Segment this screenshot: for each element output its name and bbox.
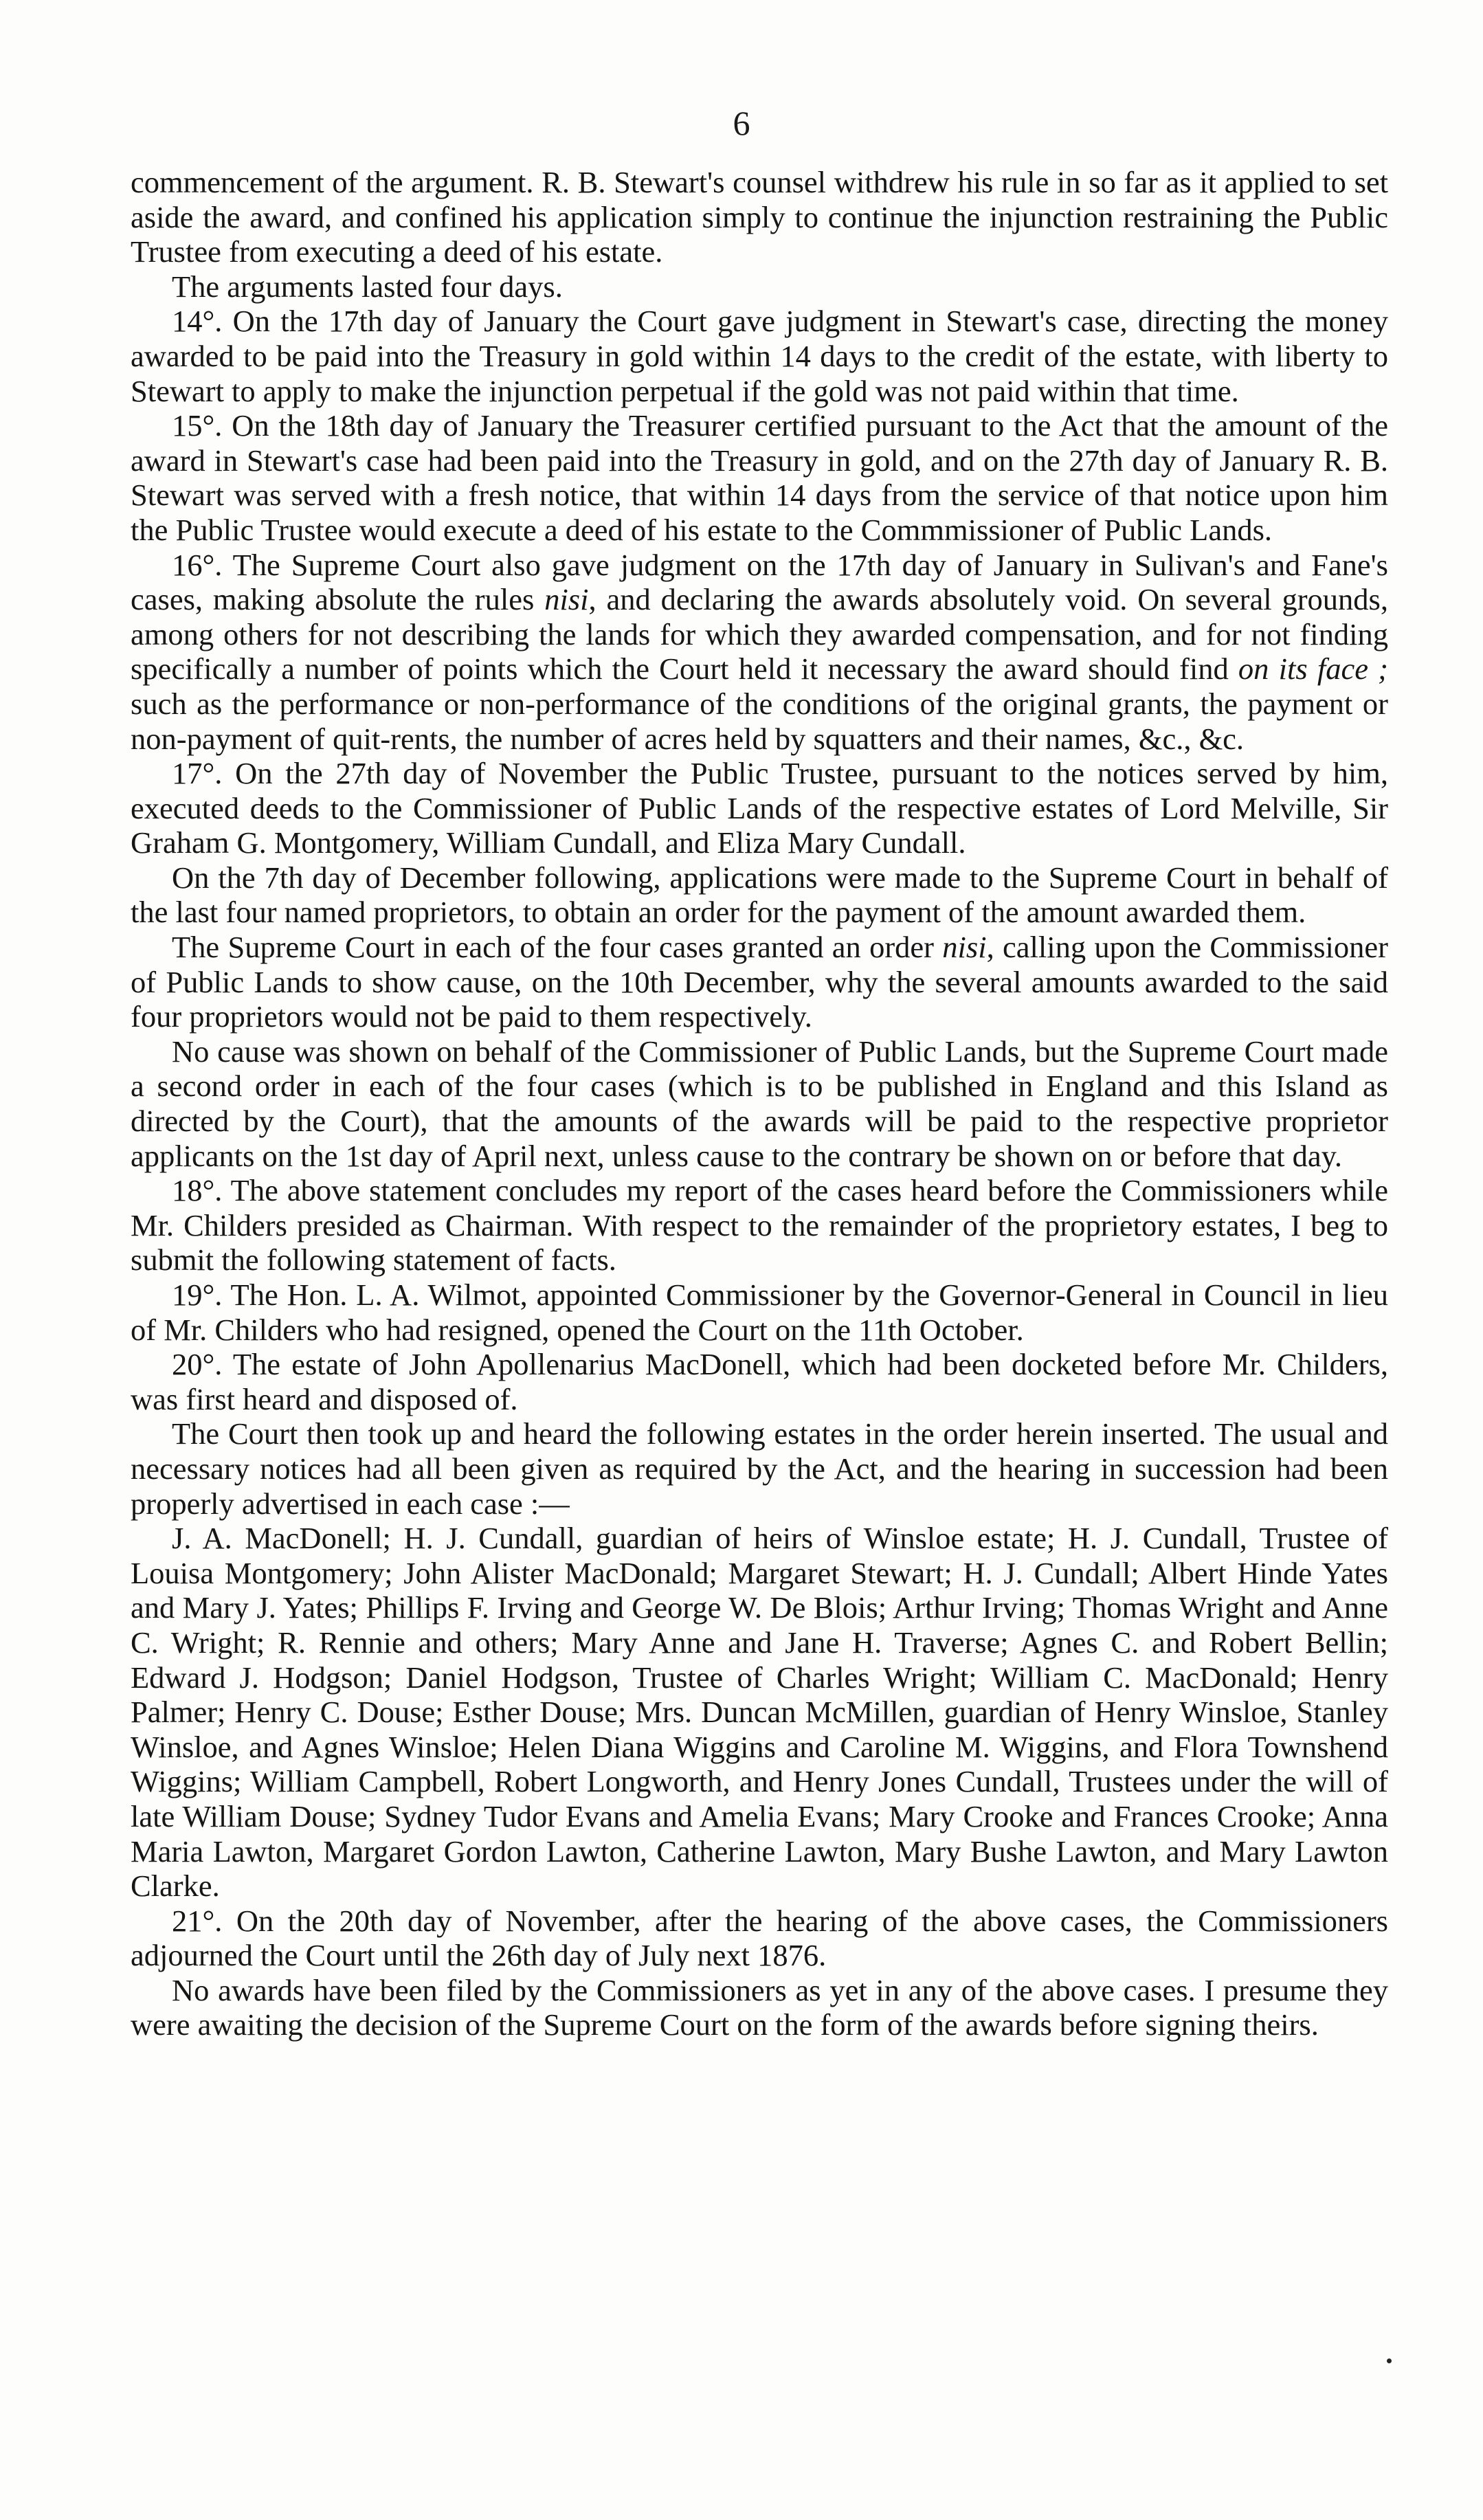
report-body [131,165,1388,2042]
paragraph-supreme-court [131,930,1388,1034]
ink-mark [1387,2359,1392,2363]
paragraph-17 [131,756,1388,860]
paragraph-18 [131,1173,1388,1278]
paragraph-continuation [131,165,1388,269]
paragraph-14 [131,304,1388,408]
paragraph-text: 18°. The above statement concludes my report of the cases heard before the Commissioners while Mr. Childers presided as Chairman. With respect to the remainder of the proprietory estates, I beg to submit the following statement of facts. [131,1173,1388,1278]
paragraph-text: 20°. The estate of John Apollenarius MacDonell, which had been docketed before Mr. Childers, was first heard and disposed of. [131,1347,1388,1416]
paragraph-text: 15°. On the 18th day of January the Treasurer certified pursuant to the Act that the amount of the award in Stewart's case had been paid into the Treasury in gold, and on the 27th day of January R. B. Stewart was served with a fresh notice, that within 14 days from the service of that notice upon him the Public Trustee would execute a deed of his estate to the Commmissioner of Public Lands. [131,408,1388,547]
paragraph-text: No cause was shown on behalf of the Commissioner of Public Lands, but the Supreme Court made a second order in each of the four cases (which is to be published in England and this Island as directed by the Court), that the amounts of the awards will be paid to the respective proprietor applicants on the 1st day of April next, unless cause to the contrary be shown on or before that day. [131,1034,1388,1173]
italic-text: on its face ; [1238,651,1388,687]
paragraph-text: 21°. On the 20th day of November, after the hearing of the above cases, the Commissioners adjourned the Court until the 26th day of July next 1876. [131,1903,1388,1973]
paragraph-16 [131,548,1388,757]
paragraph-text: The arguments lasted four days. [172,269,563,304]
paragraph-21 [131,1904,1388,1973]
paragraph-text: , calling upon the Commissioner of Public Lands to show cause, on the 10th December, why the several amounts awarded to the said four proprietors would not be paid to them respectively. [131,930,1388,1034]
paragraph-text: commencement of the argument. R. B. Stewart's counsel withdrew his rule in so far as it applied to set aside the award, and confined his application simply to continue the injunction restraining the Public Trustee from executing a deed of his estate. [131,165,1388,269]
paragraph-15 [131,408,1388,547]
paragraph-text: , and declaring the awards absolutely void. On several grounds, among others for not describing the lands for which they awarded compensation, and for not finding specifically a number of points which the Court held it necessary the award should find [131,582,1388,687]
paragraph-text: The Supreme Court in each of the four cases granted an order [172,930,943,965]
paragraph-text: J. A. MacDonell; H. J. Cundall, guardian of heirs of Winsloe estate; H. J. Cundall, Trustee of Louisa Montgomery; John Alister MacDonald; Margaret Stewart; H. J. Cundall; Albert Hinde Yates and Mary J. Yates; Phillips F. Irving and George W. De Blois; Arthur Irving; Thomas Wright and Anne C. Wright; R. Rennie and others; Mary Anne and Jane H. Traverse; Agnes C. and Robert Bellin; Edward J. Hodgson; Daniel Hodgson, Trustee of Charles Wright; William C. MacDonald; Henry Palmer; Henry C. Douse; Esther Douse; Mrs. Duncan McMillen, guardian of Henry Winsloe, Stanley Winsloe, and Agnes Winsloe; Helen Diana Wiggins and Caroline M. Wiggins, and Flora Townshend Wiggins; William Campbell, Robert Longworth, and Henry Jones Cundall, Trustees under the will of late William Douse; Sydney Tudor Evans and Amelia Evans; Mary Crooke and Frances Crooke; Anna Maria Lawton, Margaret Gordon Lawton, Catherine Lawton, Mary Bushe Lawton, and Mary Lawton Clarke. [131,1521,1388,1904]
italic-text: nisi [942,930,987,965]
paragraph-20 [131,1347,1388,1416]
paragraph-text: 16°. The Supreme Court also gave judgment on the 17th day of January in Sulivan's and Fane's cases, making absolute the rules [131,547,1388,617]
paragraph-text: 19°. The Hon. L. A. Wilmot, appointed Commissioner by the Governor-General in Council in lieu of Mr. Childers who had resigned, opened the Court on the 11th October. [131,1278,1388,1347]
paragraph-19 [131,1278,1388,1347]
italic-text: nisi [544,582,589,617]
paragraph-text: 17°. On the 27th day of November the Public Trustee, pursuant to the notices served by him, executed deeds to the Commissioner of Public Lands of the respective estates of Lord Melville, Sir Graham G. Montgomery, William Cundall, and Eliza Mary Cundall. [131,756,1388,860]
paragraph-estate-list [131,1521,1388,1904]
paragraph-arguments [131,269,1388,304]
paragraph-court-estates [131,1416,1388,1521]
paragraph-text: The Court then took up and heard the following estates in the order herein inserted. The usual and necessary notices had all been given as required by the Act, and the hearing in succession had been properly advertised in each case :— [131,1416,1388,1521]
paragraph-text: 14°. On the 17th day of January the Court gave judgment in Stewart's case, directing the money awarded to be paid into the Treasury in gold within 14 days to the credit of the estate, with liberty to Stewart to apply to make the injunction perpetual if the gold was not paid within that time. [131,304,1388,408]
paragraph-text: No awards have been filed by the Commissioners as yet in any of the above cases. I presume they were awaiting the decision of the Supreme Court on the form of the awards before signing theirs. [131,1972,1388,2042]
paragraph-no-awards [131,1973,1388,2042]
paragraph-no-cause [131,1034,1388,1173]
paragraph-text: On the 7th day of December following, applications were made to the Supreme Court in behalf of the last four named proprietors, to obtain an order for the payment of the amount awarded them. [131,860,1388,930]
paragraph-december [131,860,1388,930]
paragraph-text: such as the performance or non-performance of the conditions of the original grants, the payment or non-payment of quit-rents, the number of acres held by squatters and their names, &c., &c. [131,686,1388,756]
page-number: 6 [733,104,750,142]
